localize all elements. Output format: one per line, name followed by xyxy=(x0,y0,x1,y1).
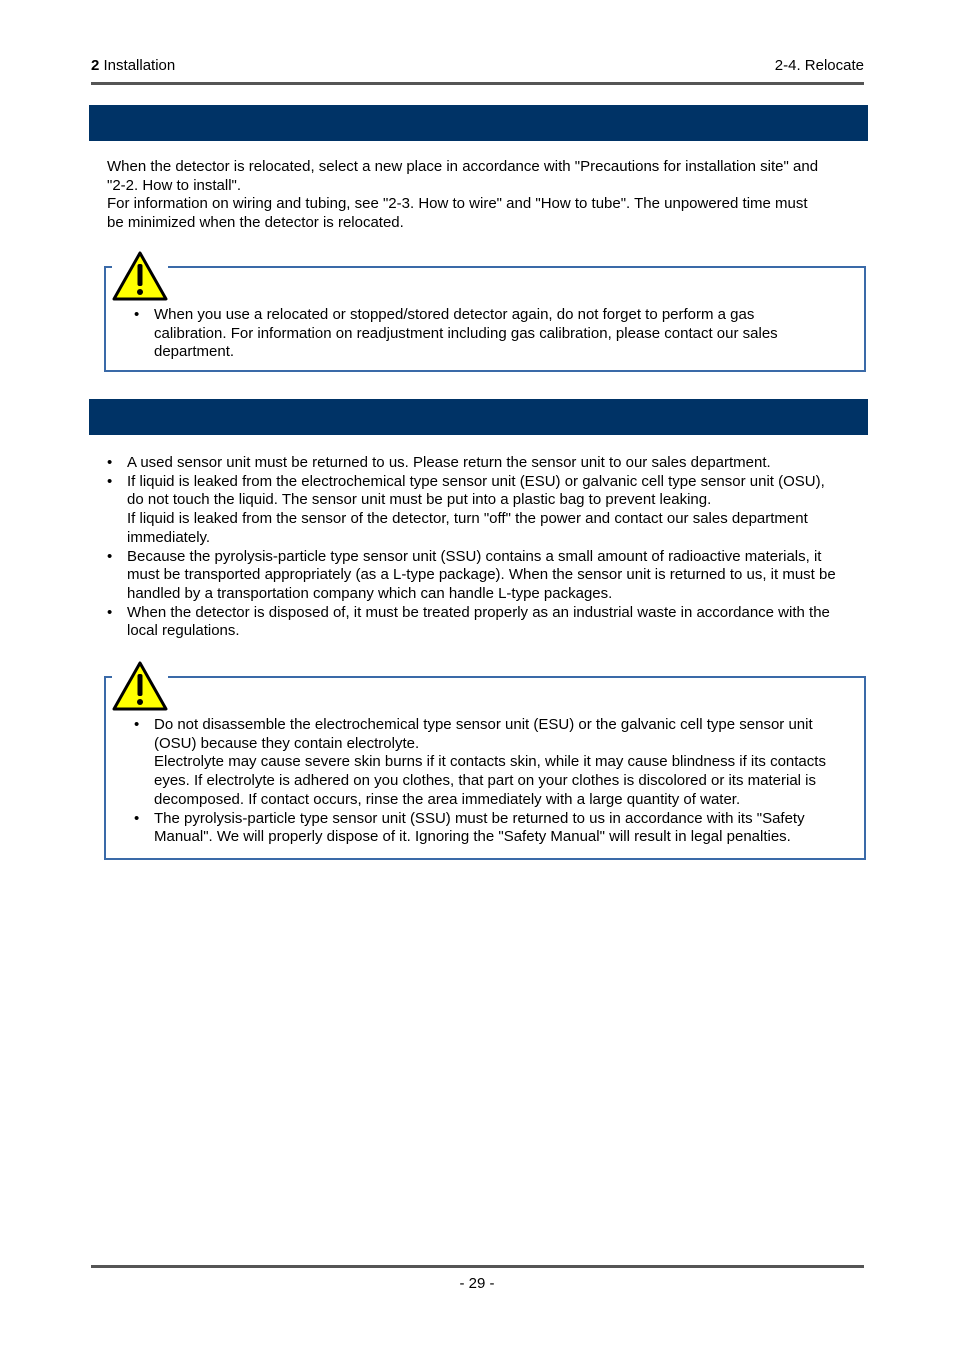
section-heading-bar-disposal xyxy=(89,399,868,435)
paragraph-line: be minimized when the detector is relocated. xyxy=(107,214,404,232)
list-item: • When the detector is disposed of, it must be treated properly as an industrial waste in accordance with the local regulations. xyxy=(107,603,830,640)
section-heading-bar-relocate xyxy=(89,105,868,141)
bullet-icon: • xyxy=(107,454,113,471)
chapter-title: Installation xyxy=(103,57,176,74)
running-header-chapter xyxy=(91,57,175,76)
paragraph-line: "2-2. How to install". xyxy=(107,176,242,194)
caution-list-relocate xyxy=(134,306,844,362)
disposal-list xyxy=(107,454,857,641)
warning-triangle-icon xyxy=(112,660,168,710)
page-number: - 29 - xyxy=(459,1275,495,1292)
bullet-icon: • xyxy=(134,716,140,733)
paragraph-line: When the detector is relocated, select a new place in accordance with "Precautions for installation site" and xyxy=(107,158,819,175)
bullet-icon: • xyxy=(134,809,140,827)
running-header-section: 2-4. Relocate xyxy=(774,57,864,74)
list-item: • If liquid is leaked from the electrochemical type sensor unit (ESU) or galvanic cell type sensor unit (OSU), do not touch the liquid. The sensor unit must be put into a plastic bag to prevent leaking. If liquid is leaked from the sensor of the detector, turn "off" the power and contact our sales department immediately. xyxy=(107,472,825,546)
caution-item: • The pyrolysis-particle type sensor unit (SSU) must be returned to us in accordance with its "Safety Manual". We will properly dispose of it. Ignoring the "Safety Manual" will result in legal penalties. xyxy=(134,809,805,846)
header-rule xyxy=(91,82,864,85)
chapter-number: 2 xyxy=(91,57,100,74)
list-item: • A used sensor unit must be returned to us. Please return the sensor unit to our sales department. xyxy=(107,454,771,471)
bullet-icon: • xyxy=(107,472,113,490)
warning-triangle-icon xyxy=(112,250,168,300)
bullet-icon: • xyxy=(107,547,113,565)
bullet-icon: • xyxy=(107,603,113,621)
list-item: • Because the pyrolysis-particle type sensor unit (SSU) contains a small amount of radioactive materials, it must be transported appropriately (as a L-type package). When the sensor unit is returned to us, it must be handled by a transportation company which can handle L-type packages. xyxy=(107,547,836,602)
relocate-paragraph xyxy=(107,158,869,233)
caution-item: • When you use a relocated or stopped/stored detector again, do not forget to perform a gas calibration. For information on readjustment including gas calibration, please contact our sales department. xyxy=(134,306,778,361)
caution-item: • Do not disassemble the electrochemical type sensor unit (ESU) or the galvanic cell type sensor unit (OSU) because they contain electrolyte. Electrolyte may cause severe skin burns if it contacts skin, while it may cause blindness if its contacts eyes. If electrolyte is adhered on you clothes, that part on your clothes is discolored or its material is decomposed. If contact occurs, rinse the area immediately with a large quantity of water. xyxy=(134,716,826,808)
footer-rule xyxy=(91,1265,864,1268)
bullet-icon: • xyxy=(134,306,140,323)
caution-list-disposal xyxy=(134,716,844,847)
paragraph-line: For information on wiring and tubing, see "2-3. How to wire" and "How to tube". The unpowered time must xyxy=(107,195,808,213)
